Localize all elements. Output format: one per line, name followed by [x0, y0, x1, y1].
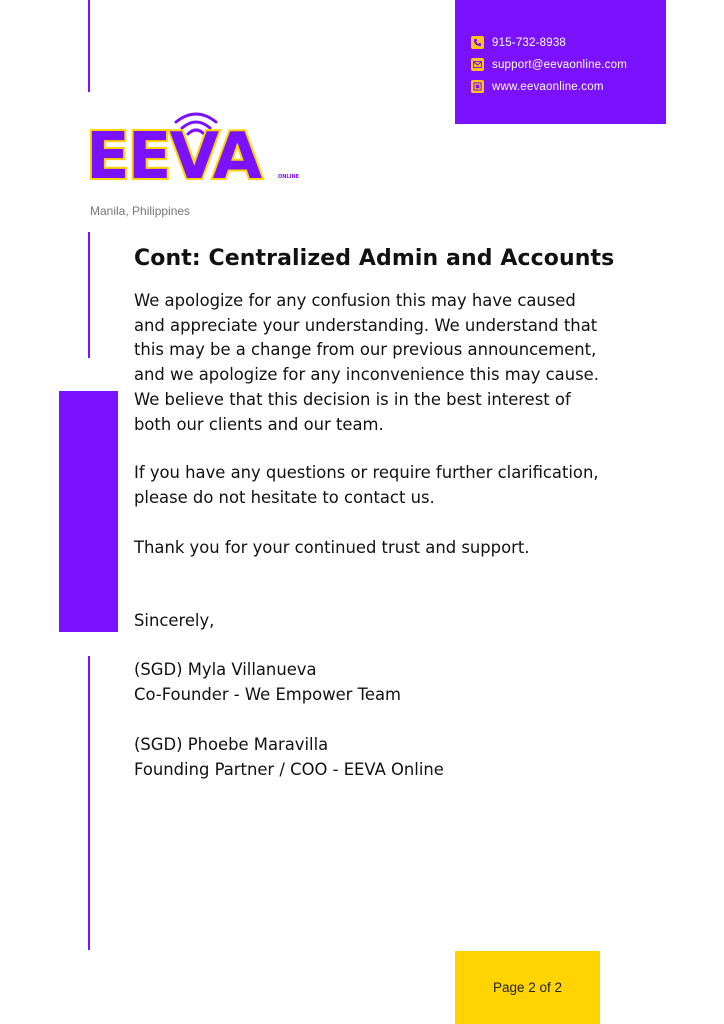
- web-icon: [471, 80, 484, 93]
- paragraph-line: this may be a change from our previous announcement,: [134, 340, 597, 360]
- signatory-2: [134, 733, 444, 782]
- paragraph-line: and we apologize for any inconvenience this may cause.: [134, 365, 599, 385]
- contact-email[interactable]: [471, 58, 627, 71]
- page-number: Page 2 of 2: [492, 980, 563, 995]
- decorative-bar: [59, 391, 118, 632]
- paragraph-2: [134, 461, 654, 510]
- signatory-name: (SGD) Phoebe Maravilla: [134, 735, 329, 754]
- decorative-line-bottom: [88, 656, 90, 950]
- eeva-logo: [86, 112, 306, 192]
- decorative-line-top: [88, 0, 90, 92]
- closing: Sincerely,: [134, 611, 215, 630]
- signatory-1: [134, 658, 401, 707]
- logo-text: EEVA: [86, 120, 261, 192]
- paragraph-line: please do not hesitate to contact us.: [134, 487, 435, 507]
- page-number-box: [455, 951, 600, 1024]
- contact-box: [455, 0, 666, 124]
- paragraph-line: If you have any questions or require further clarification,: [134, 463, 599, 482]
- mail-icon: [471, 58, 484, 71]
- signatory-name: (SGD) Myla Villanueva: [134, 660, 317, 679]
- contact-phone[interactable]: [471, 36, 566, 49]
- paragraph-line: and appreciate your understanding. We understand that: [134, 315, 598, 335]
- email-address: support@eevaonline.com: [492, 58, 627, 71]
- website-url: www.eevaonline.com: [492, 80, 604, 93]
- paragraph-line: both our clients and our team.: [134, 414, 384, 434]
- paragraph-line: We apologize for any confusion this may have caused: [134, 291, 576, 310]
- signatory-role: Founding Partner / COO - EEVA Online: [134, 759, 444, 779]
- letter-title: Cont: Centralized Admin and Accounts: [134, 246, 615, 271]
- paragraph-3: Thank you for your continued trust and support.: [134, 538, 530, 557]
- contact-website[interactable]: [471, 80, 604, 93]
- paragraph-line: We believe that this decision is in the best interest of: [134, 389, 571, 409]
- phone-number: 915-732-8938: [492, 36, 567, 49]
- paragraph-1: [134, 289, 654, 437]
- location-text: Manila, Philippines: [90, 204, 191, 218]
- phone-icon: [471, 36, 484, 49]
- logo-subtext: ONLINE: [278, 174, 300, 180]
- signatory-role: Co-Founder - We Empower Team: [134, 684, 401, 704]
- decorative-line-middle: [88, 232, 90, 358]
